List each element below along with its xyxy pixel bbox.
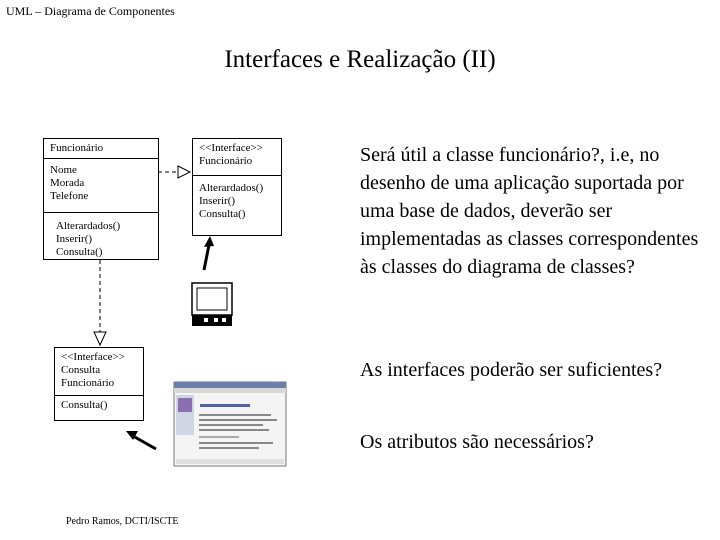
attribute: Morada xyxy=(50,177,85,189)
operation: Consulta() xyxy=(61,399,108,411)
attribute: Telefone xyxy=(50,190,89,202)
computer-icon xyxy=(192,283,232,326)
arrow-icon xyxy=(204,236,214,270)
realization-arrow-funcionario xyxy=(158,166,190,178)
slide-footer: Pedro Ramos, DCTI/ISCTE xyxy=(66,516,179,527)
stereotype: <<Interface>> xyxy=(61,351,125,363)
question-text: As interfaces poderão ser suficientes? xyxy=(360,359,663,381)
operation: Inserir() xyxy=(56,233,93,245)
question-text: Será útil a classe funcionário?, i.e, no desenho de uma aplicação suportada por uma base de dados, deverão ser implementadas as classes correspondentes às classes do diagrama de classes? xyxy=(360,144,699,278)
operation: Alterardados() xyxy=(199,182,264,194)
operation: Consulta() xyxy=(199,208,246,220)
class-name: Funcionário xyxy=(50,142,104,154)
operation: Alterardados() xyxy=(56,220,121,232)
operation: Inserir() xyxy=(199,195,236,207)
slide-title: Interfaces e Realização (II) xyxy=(224,46,496,73)
question-text: Os atributos são necessários? xyxy=(360,431,594,453)
browser-screenshot-thumbnail xyxy=(174,382,286,466)
interface-name: Funcionário xyxy=(199,155,253,167)
attribute: Nome xyxy=(50,164,77,176)
arrow-icon xyxy=(126,431,156,449)
operation: Consulta() xyxy=(56,246,103,258)
interface-name: Consulta xyxy=(61,364,101,376)
stereotype: <<Interface>> xyxy=(199,142,263,154)
realization-arrow-consulta xyxy=(94,260,106,345)
interface-name: Funcionário xyxy=(61,377,115,389)
slide-header: UML – Diagrama de Componentes xyxy=(6,4,175,18)
